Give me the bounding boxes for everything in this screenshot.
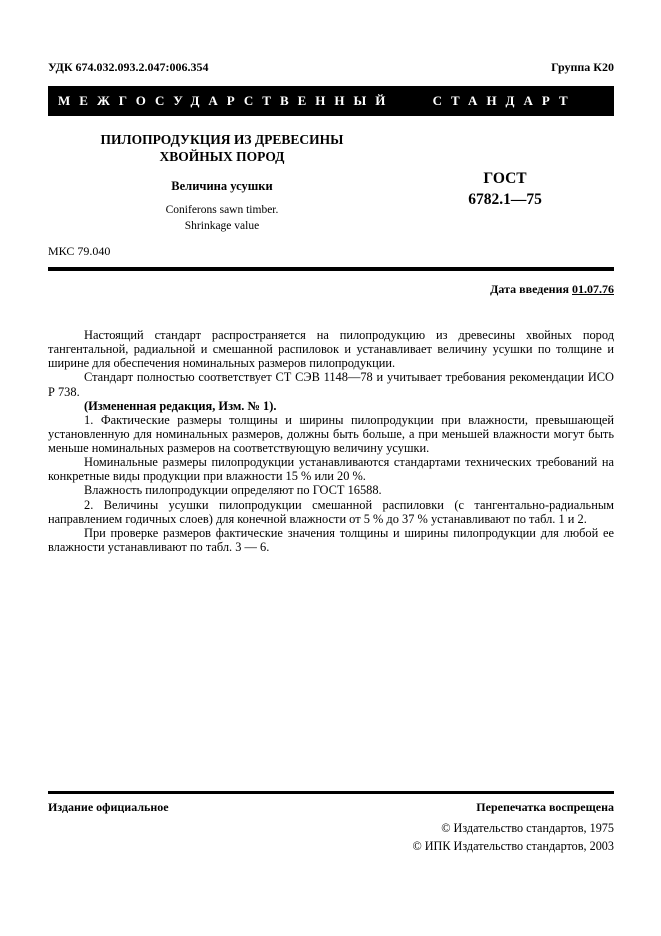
- page-footer: [48, 791, 614, 855]
- paragraph: Влажность пилопродукции определяют по ГОСТ 16588.: [84, 483, 382, 498]
- document-title: [48, 132, 396, 166]
- body-text: [48, 328, 614, 554]
- english-title: [48, 202, 396, 234]
- classification-row: [48, 60, 614, 75]
- copyright-2003: © ИПК Издательство стандартов, 2003: [412, 838, 614, 853]
- gost-number: 6782.1—75: [468, 190, 542, 208]
- effective-date-value: 01.07.76: [572, 281, 614, 296]
- title-line-2: ХВОЙНЫХ ПОРОД: [159, 148, 285, 164]
- english-title-line-2: Shrinkage value: [184, 219, 260, 232]
- footer-labels-row: [48, 800, 614, 815]
- gost-label: ГОСТ: [483, 170, 527, 188]
- paragraph: При проверке размеров фактические значения толщины и ширины пилопродукции для любой ее влажности устанавливают по табл. 3 — 6.: [48, 525, 614, 555]
- paragraph: 1. Фактические размеры толщины и ширины пилопродукции при влажности, превышающей установленную для номинальных размеров, должны быть больше, а при меньшей влажности могут быть меньше номинальных размеров на соответствующую величину усушки.: [48, 412, 614, 456]
- udk-code: УДК 674.032.093.2.047:006.354: [48, 60, 209, 74]
- mks-code: МКС 79.040: [48, 243, 111, 258]
- standard-banner: МЕЖГОСУДАРСТВЕННЫЙ СТАНДАРТ: [48, 86, 614, 116]
- copyright-1975: © Издательство стандартов, 1975: [441, 821, 614, 835]
- english-title-line-1: Coniferons sawn timber.: [165, 203, 279, 216]
- paragraph: Номинальные размеры пилопродукции устанавливаются стандартами технических требований на конкретные виды продукции при влажности 15 % или 20 %.: [48, 455, 614, 484]
- effective-date-row: [48, 282, 614, 297]
- paragraph: Настоящий стандарт распространяется на пилопродукцию из древесины хвойных пород тангентальной, радиальной и смешанной распиловок и устанавливает величину усушки по толщине и ширине для обеспечения номинальных размеров пилопродукции.: [48, 327, 614, 371]
- paragraph: 2. Величины усушки пилопродукции смешанной распиловки (с тангентально-радиальным направлением годичных слоев) для конечной влажности от 5 % до 37 % устанавливают по табл. 1 и 2.: [48, 497, 614, 526]
- bottom-divider: [48, 791, 614, 794]
- gost-designation: [396, 169, 614, 211]
- title-section: [48, 132, 614, 234]
- paragraph: (Измененная редакция, Изм. № 1).: [84, 398, 277, 413]
- title-left-column: [48, 132, 396, 234]
- document-subtitle: Величина усушки: [171, 178, 273, 193]
- paragraph: Стандарт полностью соответствует СТ СЭВ 1148—78 и учитывает требования рекомендации ИСО Р 738.: [48, 370, 614, 399]
- title-line-1: ПИЛОПРОДУКЦИЯ ИЗ ДРЕВЕСИНЫ: [100, 132, 344, 147]
- official-edition-label: Издание официальное: [48, 800, 169, 814]
- effective-date-label: Дата введения: [490, 281, 572, 296]
- group-code: Группа К20: [551, 60, 614, 74]
- top-divider: [48, 267, 614, 271]
- copyright-block: [48, 820, 614, 855]
- reprint-notice-label: Перепечатка воспрещена: [476, 800, 614, 814]
